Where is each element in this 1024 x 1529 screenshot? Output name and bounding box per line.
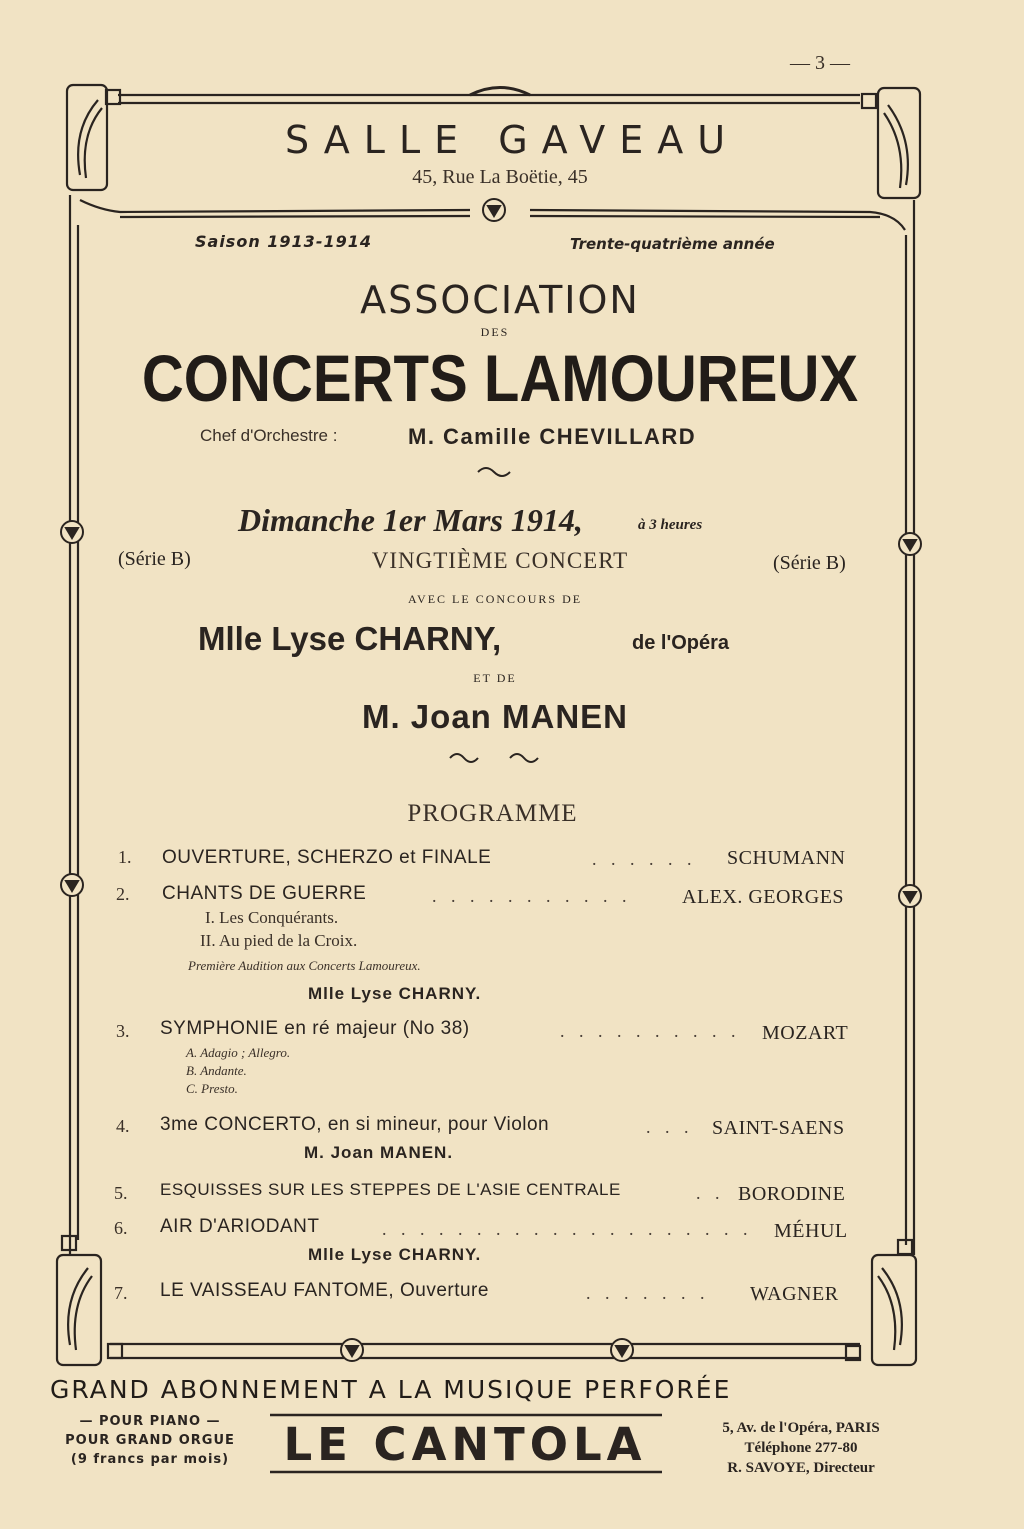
item-number: 1. <box>118 847 132 867</box>
page-number: — 3 — <box>790 52 850 74</box>
soloist-manen: M. Joan MANEN <box>361 698 628 735</box>
composer: BORODINE <box>738 1183 846 1205</box>
advert-headline: GRAND ABONNEMENT A LA MUSIQUE PERFORÉE <box>50 1375 732 1404</box>
premiere-note: Première Audition aux Concerts Lamoureux. <box>188 958 421 973</box>
soloist-charny-affiliation: de l'Opéra <box>632 632 730 654</box>
association-heading: ASSOCIATION <box>360 278 640 322</box>
advert-phone: Téléphone 277-80 <box>744 1440 858 1456</box>
edition-label: Trente-quatrième année <box>570 235 775 253</box>
leader-dots: . . . . . . . <box>586 1283 710 1303</box>
leader-dots: . . . . . . . . . . . <box>432 886 632 906</box>
composer: MOZART <box>762 1022 849 1044</box>
venue-address: 45, Rue La Boëtie, 45 <box>412 166 588 188</box>
movement-line: C. Presto. <box>186 1081 238 1096</box>
soloist-charny: Mlle Lyse CHARNY, <box>198 620 502 657</box>
item-title: SYMPHONIE en ré majeur (No 38) <box>160 1018 470 1039</box>
part-line: II. Au pied de la Croix. <box>200 931 358 950</box>
leader-dots: . . . <box>646 1117 694 1137</box>
concert-number: VINGTIÈME CONCERT <box>371 548 629 573</box>
item-title: AIR D'ARIODANT <box>160 1216 320 1237</box>
item-number: 7. <box>114 1283 128 1303</box>
leader-dots: . . <box>696 1183 725 1203</box>
item-number: 5. <box>114 1183 128 1203</box>
composer: WAGNER <box>750 1283 839 1305</box>
season-label: Saison 1913-1914 <box>195 232 372 251</box>
movement-line: B. Andante. <box>186 1063 247 1078</box>
advert-left-line: (9 francs par mois) <box>70 1452 230 1467</box>
item-title: LE VAISSEAU FANTOME, Ouverture <box>160 1280 489 1301</box>
event-hour: à 3 heures <box>638 517 703 533</box>
leader-dots: . . . . . . . . . . . . . . . . . . . . <box>382 1219 753 1239</box>
item-title: CHANTS DE GUERRE <box>162 883 367 904</box>
item-title: ESQUISSES SUR LES STEPPES DE L'ASIE CENTRALE <box>160 1180 621 1199</box>
item-number: 2. <box>116 884 130 904</box>
advert-left-line: POUR GRAND ORGUE <box>65 1433 235 1448</box>
composer: SCHUMANN <box>727 847 846 869</box>
advert-address: 5, Av. de l'Opéra, PARIS <box>722 1420 880 1436</box>
advert-brand: LE CANTOLA <box>283 1418 647 1471</box>
event-date: Dimanche 1er Mars 1914, <box>238 502 583 538</box>
composer: MÉHUL <box>774 1220 848 1242</box>
avec-label: AVEC LE CONCOURS DE <box>407 592 583 606</box>
advert-director: R. SAVOYE, Directeur <box>727 1460 875 1476</box>
leader-dots: . . . . . . . . . . <box>560 1021 741 1041</box>
item-number: 3. <box>116 1021 130 1041</box>
venue-name: SALLE GAVEAU <box>284 118 740 162</box>
advert-left-line: — POUR PIANO — <box>79 1414 221 1429</box>
item-number: 4. <box>116 1116 130 1136</box>
performer: Mlle Lyse CHARNY. <box>308 984 482 1003</box>
serie-right: (Série B) <box>773 552 846 574</box>
chef-name: M. Camille CHEVILLARD <box>408 424 697 449</box>
part-line: I. Les Conquérants. <box>205 908 339 927</box>
serie-left: (Série B) <box>118 548 191 570</box>
performer: Mlle Lyse CHARNY. <box>308 1245 482 1264</box>
item-number: 6. <box>114 1218 128 1238</box>
advert-left-block <box>52 1412 248 1469</box>
composer: ALEX. GEORGES <box>682 886 845 908</box>
chef-label: Chef d'Orchestre : <box>200 426 338 445</box>
movement-line: A. Adagio ; Allegro. <box>186 1045 291 1060</box>
programme-title: PROGRAMME <box>407 800 578 827</box>
composer: SAINT-SAENS <box>712 1117 845 1139</box>
item-title: 3me CONCERTO, en si mineur, pour Violon <box>160 1114 550 1135</box>
association-des: DES <box>480 325 510 339</box>
leader-dots: . . . . . . <box>592 849 697 869</box>
association-name: CONCERTS LAMOUREUX <box>141 341 859 415</box>
advert-right-block <box>680 1418 922 1478</box>
item-title: OUVERTURE, SCHERZO et FINALE <box>162 847 492 868</box>
performer: M. Joan MANEN. <box>304 1143 454 1162</box>
et-de-label: ET DE <box>473 671 517 685</box>
